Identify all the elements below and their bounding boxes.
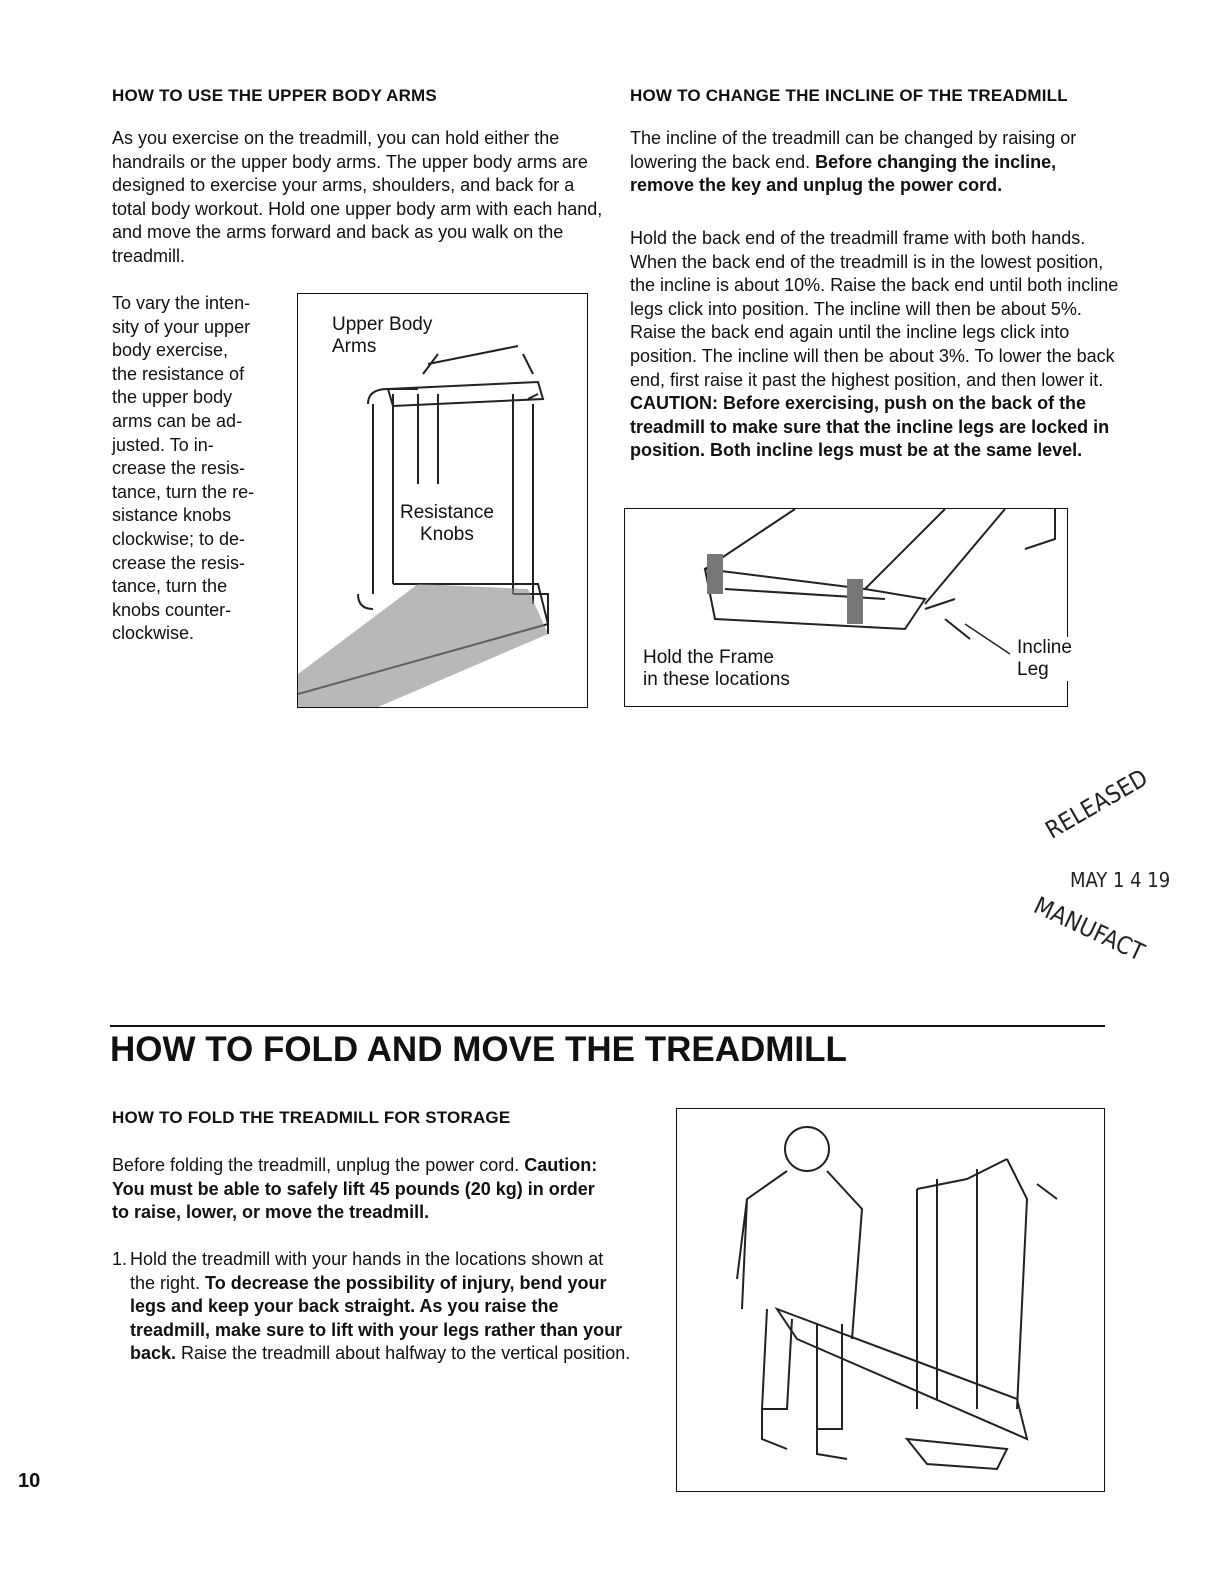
resistance-paragraph-line: crease the resis-: [112, 552, 246, 573]
resistance-paragraph-line: arms can be ad-: [112, 410, 243, 431]
resistance-paragraph-line: the resistance of: [112, 363, 245, 384]
incline-paragraph-1: [630, 127, 1122, 198]
fold-step-1: [112, 1248, 632, 1366]
upper-body-arms-illustration: [297, 293, 588, 708]
resistance-paragraph-line: the upper body: [112, 387, 233, 408]
resistance-paragraph-line: body exercise,: [112, 340, 229, 361]
hold-locations-label: in these locations: [643, 669, 790, 690]
resistance-label: Resistance: [400, 502, 494, 523]
incline-instructions-text: Hold the back end of the treadmill frame with both hands. When the back end of the treadmill is in the lowest position, the incline is about 10%. Raise the back end until both incline legs click into position. The incline will then be about 5%. Raise the back end again until the incline legs click into position. The incline will then be about 3%. To lower the back end, first raise it past the highest position, and then lower it.: [630, 228, 1119, 390]
resistance-paragraph-line: tance, turn the: [112, 576, 228, 597]
step-1-text-a: Hold the treadmill with your hands in the locations shown at the right.: [130, 1249, 604, 1293]
fold-illustration: [676, 1108, 1105, 1492]
leg-label: Leg: [1017, 659, 1049, 680]
resistance-paragraph-line: To vary the inten-: [112, 293, 251, 313]
resistance-paragraph-line: knobs counter-: [112, 599, 232, 620]
incline-heading: HOW TO CHANGE THE INCLINE OF THE TREADMILL: [630, 86, 1068, 105]
incline-intro-text: The incline of the treadmill can be changed by raising or lowering the back end.: [630, 128, 1077, 172]
incline-label: Incline: [1017, 637, 1072, 658]
upper-body-arms-heading: HOW TO USE THE UPPER BODY ARMS: [112, 86, 437, 105]
upper-body-arms-paragraph: As you exercise on the treadmill, you can hold either the handrails or the upper body arms. The upper body arms are designed to exercise your arms, shoulders, and back for a total body workout. Hold one upper body arm with each hand, and move the arms forward and back as you walk on the treadmill.: [112, 128, 603, 266]
manual-page: HOW TO USE THE UPPER BODY ARMS As you exercise on the treadmill, you can hold either the handrails or the upper body arms. The upper body arms are designed to exercise your arms, shoulders, and back for a total body workout. Hold one upper body arm with each hand, and move the arms forward and back as you walk on the treadmill. To vary the inten- sity of your upper body exercise, the resistance of the upper body arms can be ad- justed. To in- crease the resis- tance, turn the re- sistance knobs clockwise; to de- crease the resis- tance, turn the knobs counter- clockwise. Upper Body Arms Resistance Knobs HOW TO CHANGE THE INCLINE OF THE TREADMILL The incline of the treadmill can be changed by raising or lowering the back end. Before changing the incline, remove the key and unplug the power cord. Hold the back end of the treadmill frame with both hands. When the back end of the treadmill is in the lowest position, the incline is about 10%. Raise the back end until both incline legs click into position. The incline will then be about 5%. Raise the back end again until the incline legs click into position. The incline will then be about 3%. To lower the back end, first raise it past the highest position, and then lower it. CAUTION: Before exercising, push on the back of the treadmill to make sure that the incline legs are locked in position. Both incline legs must be at the same level. Hold the Frame in these locations Incline Leg RELEASED MAY 1 4 19 MANUFACT HOW TO FOLD AND MOVE THE TREADMILL HOW TO FOLD THE TREADMILL FOR STORAGE Before folding the treadmill, unplug the power cord. Caution: You must be able to safely lift 45 pounds (20 kg) in order to raise, lower, or move the treadmill. 1. Hold the treadmill with your hands in the locations shown at the right. To decrease the possibility of injury, bend your legs and keep your back straight. As you raise the treadmill, make sure to lift with your legs rather than your back. Raise the treadmill about halfway to the vertical position. 10: [0, 0, 1225, 1585]
fold-storage-heading: HOW TO FOLD THE TREADMILL FOR STORAGE: [112, 1108, 511, 1127]
arms-label: Arms: [332, 336, 377, 357]
step-number: 1.: [112, 1249, 128, 1269]
resistance-paragraph-line: clockwise; to de-: [112, 528, 246, 549]
incline-caution-text: CAUTION: Before exercising, push on the back of the treadmill to make sure that the incline legs are locked in position. Both incline legs must be at the same level.: [630, 393, 1110, 461]
resistance-paragraph-line: tance, turn the re-: [112, 481, 255, 502]
resistance-paragraph-line: clockwise.: [112, 623, 195, 644]
section-divider: [110, 1025, 1105, 1027]
step-1-text-b: Raise the treadmill about halfway to the vertical position.: [176, 1343, 631, 1364]
fold-section-title: HOW TO FOLD AND MOVE THE TREADMILL: [110, 1030, 847, 1069]
person-lifting-treadmill-drawing: [677, 1109, 1104, 1491]
resistance-paragraph: [112, 292, 292, 646]
incline-illustration: [624, 508, 1072, 707]
page-number: 10: [18, 1470, 41, 1492]
fold-caution-text: Caution: You must be able to safely lift 45 pounds (20 kg) in order to raise, lower, or move the treadmill.: [112, 1155, 598, 1223]
knobs-label: Knobs: [420, 524, 474, 545]
step-1-warning: To decrease the possibility of injury, bend your legs and keep your back straight. As you raise the treadmill, make sure to lift with your legs rather than your back.: [130, 1272, 623, 1364]
resistance-paragraph-line: sistance knobs: [112, 505, 232, 526]
resistance-paragraph-line: crease the resis-: [112, 458, 246, 479]
resistance-paragraph-line: justed. To in-: [112, 434, 214, 455]
resistance-paragraph-line: sity of your upper: [112, 316, 251, 337]
incline-paragraph-2: [630, 227, 1122, 463]
fold-intro-text: Before folding the treadmill, unplug the power cord.: [112, 1155, 525, 1175]
hold-frame-label: Hold the Frame: [643, 647, 774, 668]
upper-body-label: Upper Body: [332, 314, 433, 335]
fold-intro-paragraph: [112, 1154, 612, 1225]
incline-warning-text: Before changing the incline, remove the key and unplug the power cord.: [630, 151, 1057, 196]
